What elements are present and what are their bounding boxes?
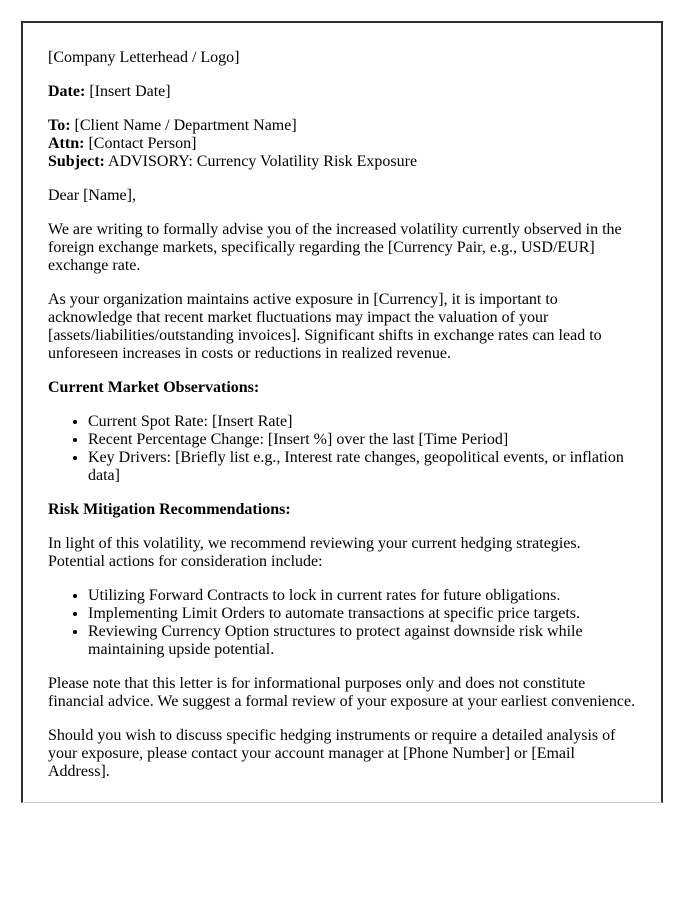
letter-document bbox=[21, 21, 663, 803]
to-value: [Client Name / Department Name] bbox=[74, 117, 297, 134]
observations-list bbox=[48, 413, 636, 485]
intro-paragraph: We are writing to formally advise you of the increased volatility currently observed in the foreign exchange markets, specifically regarding the [Currency Pair, e.g., USD/EUR] exchange rate. bbox=[48, 221, 622, 274]
subject-label: Subject: bbox=[48, 153, 105, 170]
to-label: To: bbox=[48, 117, 71, 134]
list-item: • Key Drivers: [Briefly list e.g., Interest rate changes, geopolitical events, or inflation data] bbox=[88, 449, 636, 485]
exposure-paragraph: As your organization maintains active exposure in [Currency], it is important to acknowledge that recent market fluctuations may impact the valuation of your [assets/liabilities/outstanding invoices]. Significant shifts in exchange rates can lead to unforeseen increases in costs or reductions in realized revenue. bbox=[48, 291, 602, 362]
contact-paragraph: Should you wish to discuss specific hedging instruments or require a detailed analysis of your exposure, please contact your account manager at [Phone Number] or [Email Address]. bbox=[48, 727, 616, 780]
recommendations-list bbox=[48, 587, 636, 659]
recipient-block bbox=[48, 117, 636, 171]
list-item: • Current Spot Rate: [Insert Rate] bbox=[88, 413, 636, 431]
observations-heading: Current Market Observations: bbox=[48, 379, 260, 396]
letterhead-placeholder: [Company Letterhead / Logo] bbox=[48, 49, 240, 66]
disclaimer-paragraph: Please note that this letter is for informational purposes only and does not constitute financial advice. We suggest a formal review of your exposure at your earliest convenience. bbox=[48, 675, 636, 710]
attn-label: Attn: bbox=[48, 135, 85, 152]
date-line bbox=[48, 83, 636, 101]
recommendations-intro: In light of this volatility, we recommend reviewing your current hedging strategies. Potential actions for consideration include: bbox=[48, 535, 581, 570]
list-item: • Recent Percentage Change: [Insert %] over the last [Time Period] bbox=[88, 431, 636, 449]
list-item: • Implementing Limit Orders to automate transactions at specific price targets. bbox=[88, 605, 636, 623]
date-label: Date: bbox=[48, 83, 86, 100]
date-value: [Insert Date] bbox=[89, 83, 171, 100]
salutation: Dear [Name], bbox=[48, 187, 136, 204]
attn-line bbox=[48, 135, 636, 153]
recommendations-heading: Risk Mitigation Recommendations: bbox=[48, 501, 291, 518]
subject-value: ADVISORY: Currency Volatility Risk Exposure bbox=[108, 153, 418, 170]
to-line bbox=[48, 117, 636, 135]
list-item: • Utilizing Forward Contracts to lock in current rates for future obligations. bbox=[88, 587, 636, 605]
list-item: • Reviewing Currency Option structures to protect against downside risk while maintaining upside potential. bbox=[88, 623, 636, 659]
attn-value: [Contact Person] bbox=[88, 135, 197, 152]
subject-line bbox=[48, 153, 636, 171]
